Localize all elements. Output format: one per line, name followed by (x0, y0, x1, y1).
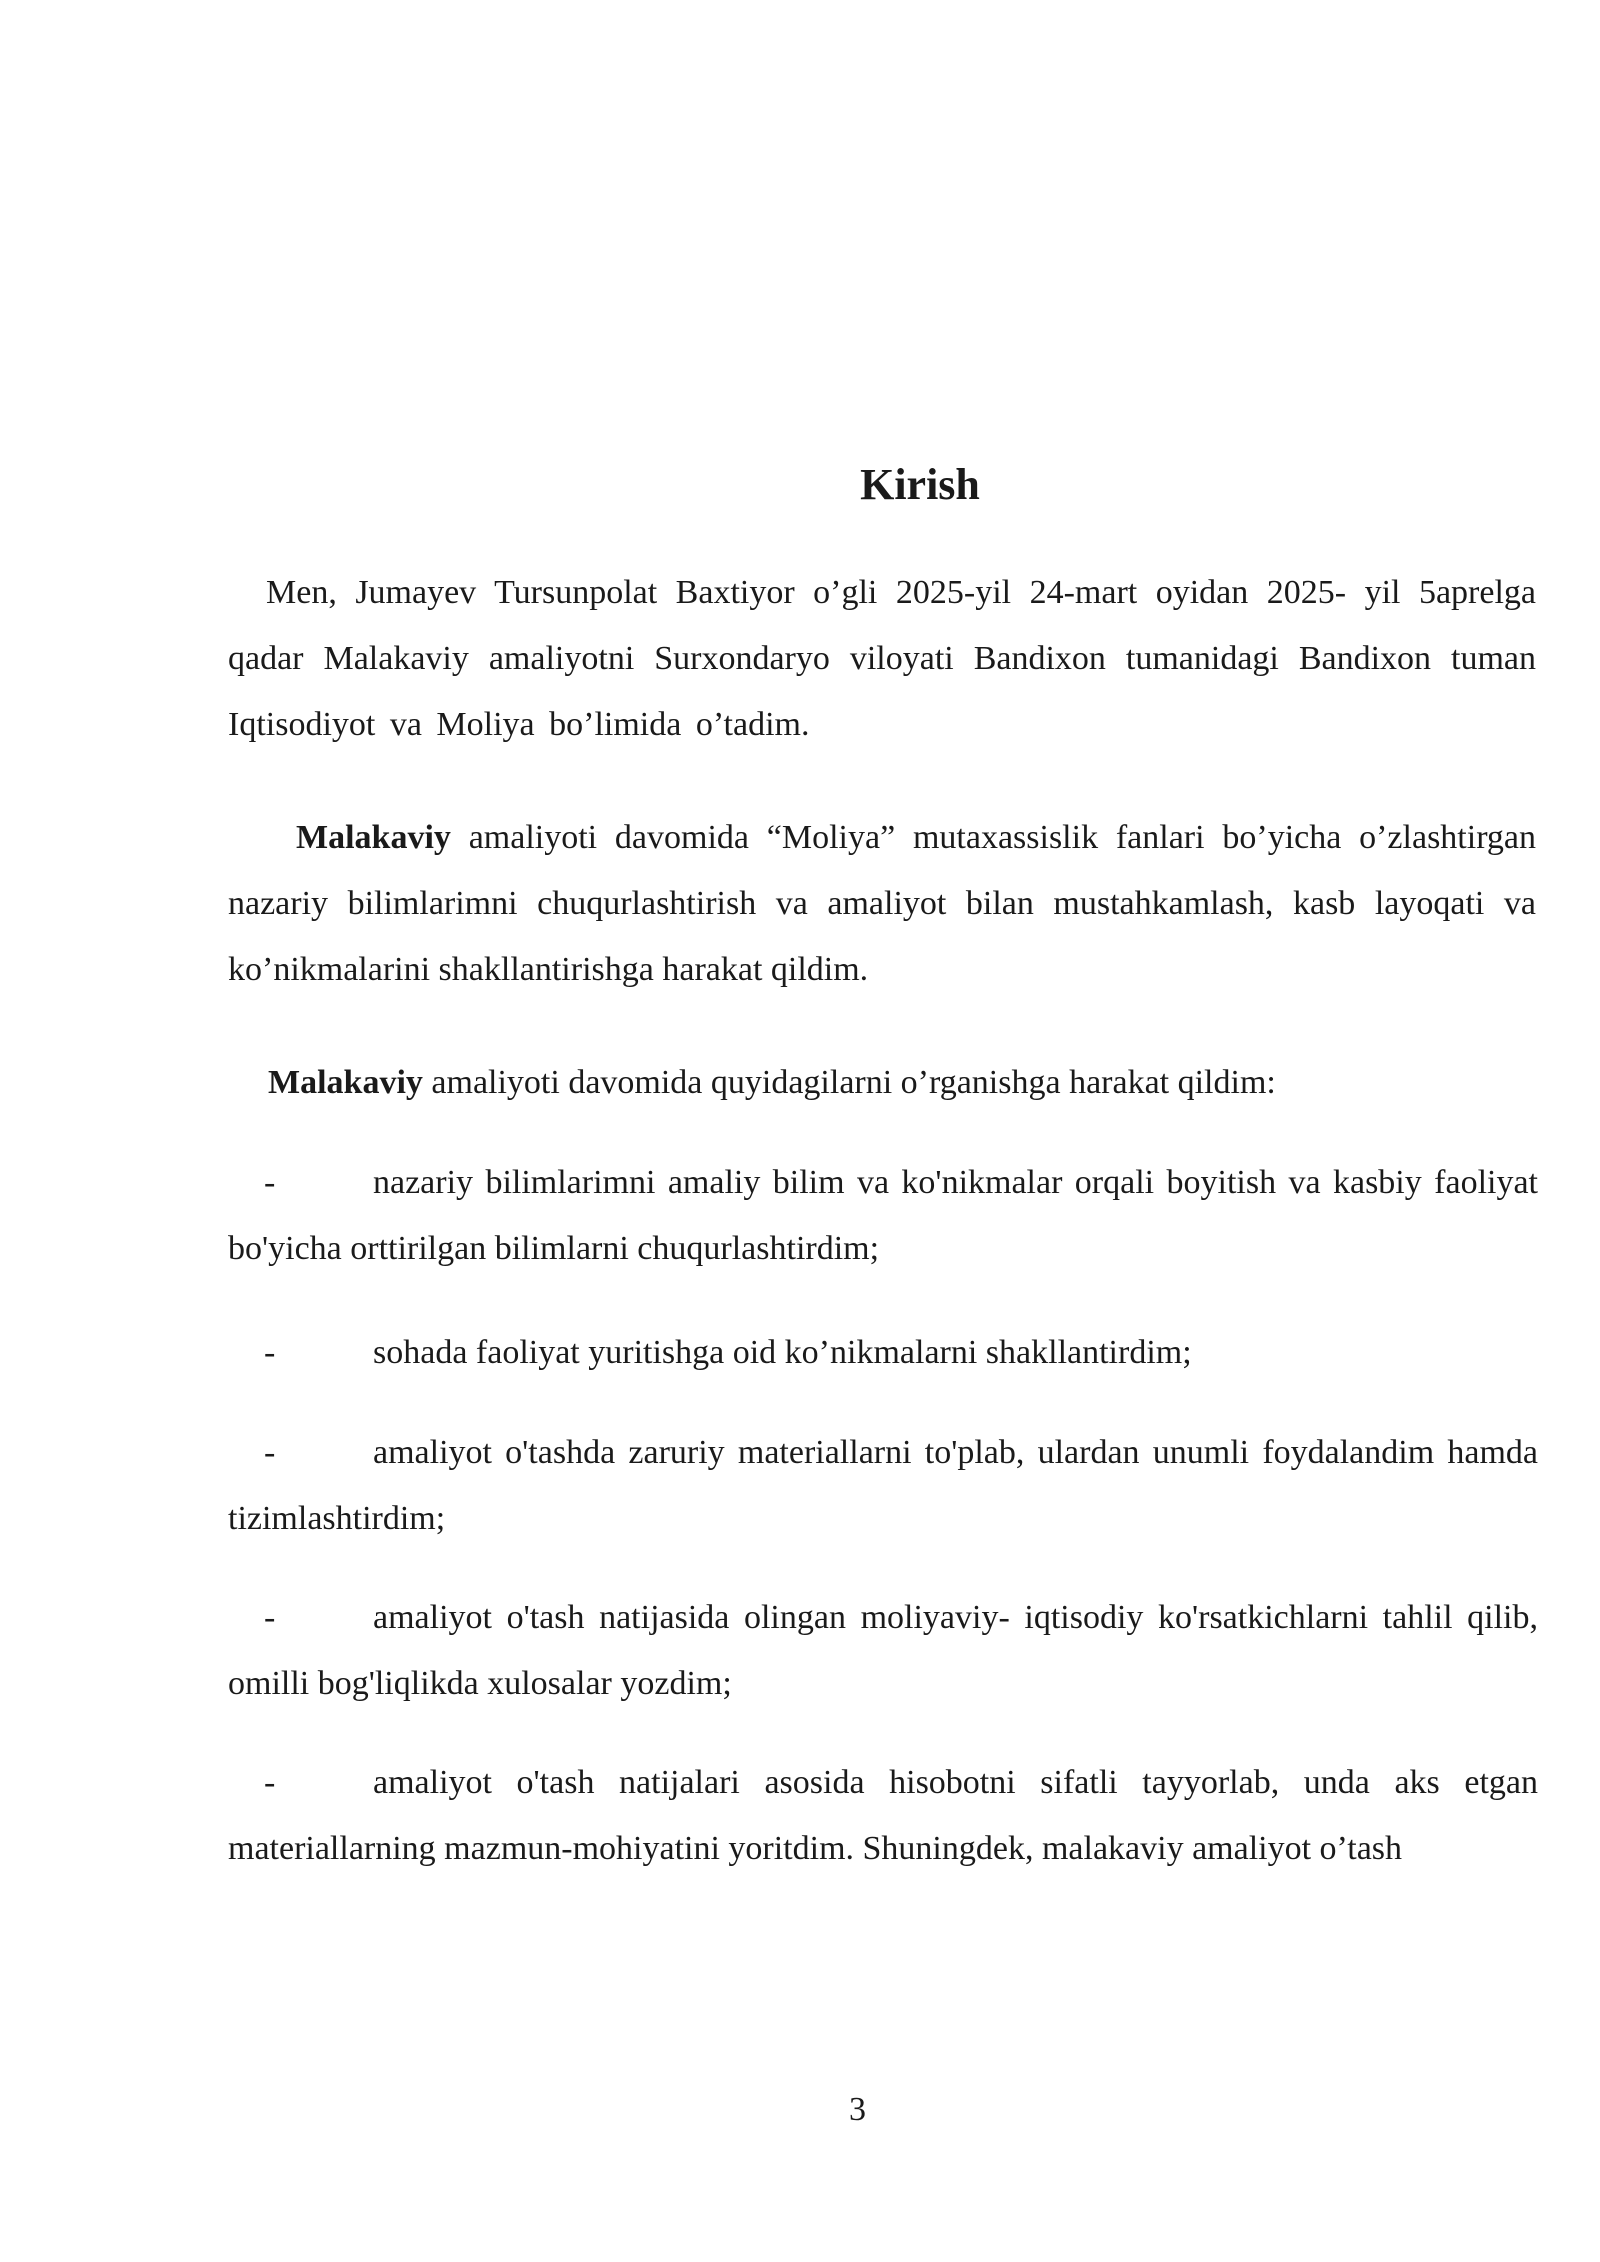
bullet-marker: - (264, 1334, 276, 1371)
list-item-text: amaliyot o'tash natijalari asosida hisobotni sifatli tayyorlab, unda aks etgan materiallarning mazmun-mohiyatini yoritdim. Shuningdek, malakaviy amaliyot o’tash (228, 1764, 1538, 1867)
list-item (228, 1585, 1538, 1717)
list-item (228, 1420, 1538, 1552)
intro-paragraph: Men, Jumayev Tursunpolat Baxtiyor o’gli 2025-yil 24-mart oyidan 2025- yil 5aprelga qadar Malakaviy amaliyotni Surxondaryo viloyati Bandixon tumanidagi Bandixon tuman Iqtisodiyot va Moliya bo’limida o’tadim. (228, 574, 1536, 743)
purpose-paragraph-text: amaliyoti davomida “Moliya” mutaxassislik fanlari bo’yicha o’zlashtirgan nazariy bilimlarimni chuqurlashtirish va amaliyot bilan mustahkamlash, kasb layoqati va ko’nikmalarini shakllantirishga harakat qildim. (228, 819, 1536, 988)
bullet-marker: - (264, 1434, 276, 1471)
purpose-paragraph-bold: Malakaviy (296, 819, 451, 856)
list-item-text: nazariy bilimlarimni amaliy bilim va ko'nikmalar orqali boyitish va kasbiy faoliyat bo'yicha orttirilgan bilimlarni chuqurlashtirdim; (228, 1164, 1538, 1267)
list-item (228, 1150, 1538, 1282)
list-item (228, 1320, 1538, 1386)
list-item-text: amaliyot o'tash natijasida olingan moliyaviy- iqtisodiy ko'rsatkichlarni tahlil qilib, omilli bog'liqlikda xulosalar yozdim; (228, 1599, 1538, 1702)
goals-intro-bold: Malakaviy (268, 1064, 423, 1101)
page-title: Kirish (860, 460, 980, 509)
page-number: 3 (849, 2091, 866, 2128)
list-item-text: sohada faoliyat yuritishga oid ko’nikmalarni shakllantirdim; (373, 1334, 1192, 1371)
bullet-marker: - (264, 1599, 276, 1636)
goals-intro-text: amaliyoti davomida quyidagilarni o’rganishga harakat qildim: (422, 1064, 1276, 1101)
purpose-paragraph (228, 805, 1536, 1003)
bullet-marker: - (264, 1764, 276, 1801)
list-item (228, 1750, 1538, 1882)
list-item-text: amaliyot o'tashda zaruriy materiallarni to'plab, ulardan unumli foydalandim hamda tizimlashtirdim; (228, 1434, 1538, 1537)
bullet-marker: - (264, 1164, 276, 1201)
goals-intro-paragraph (268, 1050, 1548, 1116)
